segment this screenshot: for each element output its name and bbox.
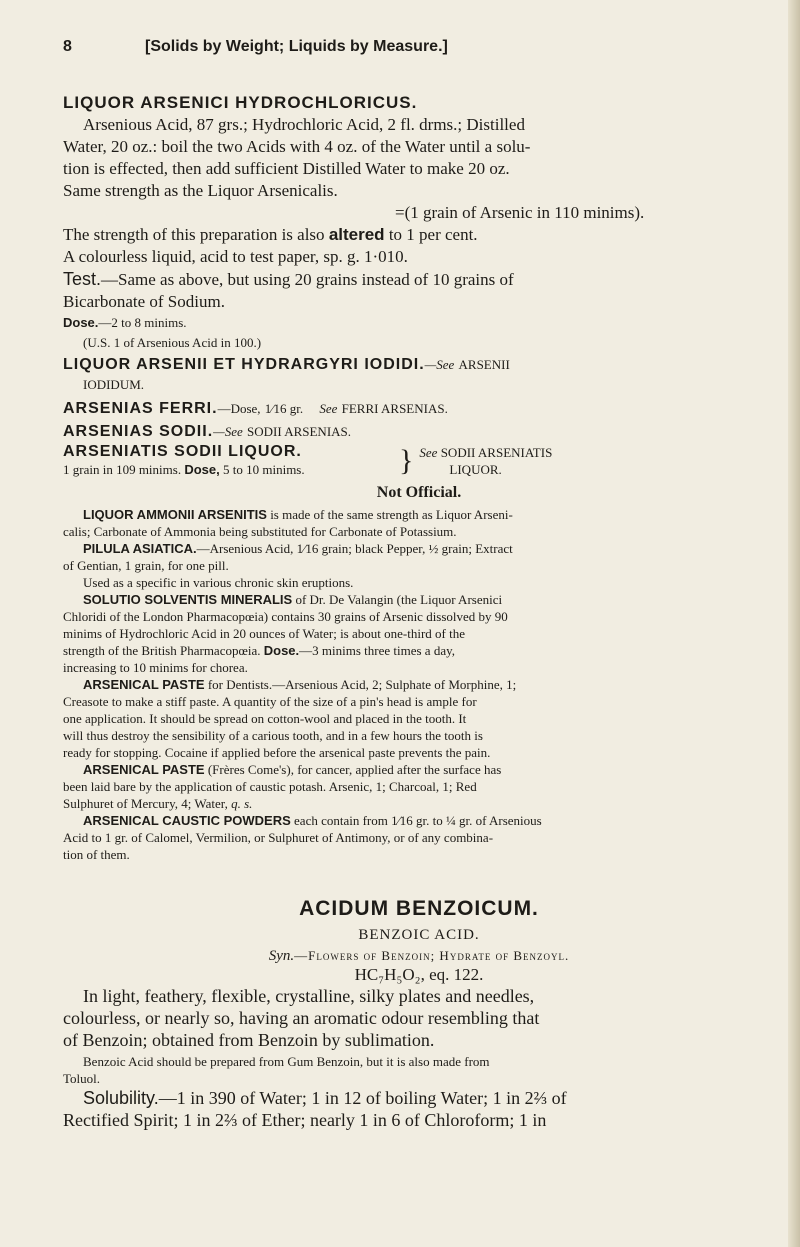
text-line: tion is effected, then add sufficient Distilled Water to make 20 oz. (63, 159, 510, 178)
text-span: The strength of this preparation is also (63, 225, 325, 244)
text-line: Water, 20 oz.: boil the two Acids with 4 oz. of the Water until a solu- (63, 137, 531, 156)
running-header (63, 38, 775, 56)
text-span: —Same as above, but using 20 grains instead of 10 grains of (101, 270, 514, 289)
us-note: (U.S. 1 of Arsenious Acid in 100.) (83, 335, 262, 350)
text-line (63, 224, 775, 246)
entry-liquor-arsenii-hydrargyri (63, 353, 775, 393)
entry-line (63, 420, 775, 443)
entry-solutio (63, 591, 775, 676)
left-col (63, 443, 393, 478)
entry-title: ACIDUM BENZOICUM. (299, 897, 539, 920)
dose-line (63, 313, 775, 333)
see-ref: —See (424, 357, 455, 372)
ref-target-continued: LIQUOR. (449, 461, 502, 477)
test-line (63, 268, 775, 291)
text-line: Same strength as the Liquor Arsenicalis. (63, 181, 338, 200)
text-line: of Benzoin; obtained from Benzoin by sublimation. (63, 1030, 435, 1050)
ref-target: SODII ARSENIATIS (440, 444, 553, 460)
entry-acidum-benzoicum (63, 897, 775, 1131)
entry-arsenical-paste-cancer (63, 761, 775, 812)
entry-title: LIQUOR ARSENII ET HYDRARGYRI IODIDI. (63, 356, 425, 373)
content (63, 38, 775, 1131)
text-line: Benzoic Acid should be prepared from Gum Benzoin, but it is also made from (83, 1054, 490, 1069)
text-span: —2 to 8 minims. (98, 315, 187, 330)
text-line (63, 642, 775, 659)
text-span: strength of the British Pharmacopœia. (63, 643, 261, 658)
text-line: been laid bare by the application of caustic potash. Arsenic, 1; Charcoal, 1; Red (63, 779, 477, 794)
entry-arsenias-sodii (63, 420, 775, 443)
text-line: =(1 grain of Arsenic in 110 minims). (395, 203, 645, 222)
entry-title: ARSENICAL CAUSTIC POWDERS (83, 813, 291, 828)
text-line (63, 506, 775, 523)
entry-title: ARSENIAS FERRI. (63, 400, 218, 417)
entry-title: ARSENIATIS SODII LIQUOR. (63, 443, 302, 460)
text-span: —1 in 390 of Water; 1 in 12 of boiling Water; 1 in 2⅔ of (158, 1088, 567, 1108)
entry-title: ARSENIAS SODII. (63, 423, 214, 440)
ref-target: ARSENII (458, 357, 510, 372)
text-line (63, 676, 775, 693)
text-line: increasing to 10 minims for chorea. (63, 660, 248, 675)
entry-subtitle: BENZOIC ACID. (358, 927, 480, 943)
text-span: each contain from 1⁄16 gr. to ¼ gr. of Arsenious (294, 813, 542, 828)
entry-title: LIQUOR AMMONII ARSENITIS (83, 507, 267, 522)
text-line: Used as a specific in various chronic skin eruptions. (83, 575, 354, 590)
page-number: 8 (63, 38, 72, 55)
text-span: (Frères Come's), for cancer, applied after the surface has (207, 762, 502, 777)
see-ref: See (319, 401, 338, 416)
text-line: calis; Carbonate of Ammonia being substituted for Carbonate of Potassium. (63, 524, 457, 539)
note (63, 1053, 775, 1087)
formula: HC₇H₅O₂, eq. 122. (354, 965, 484, 984)
text-line (63, 1087, 775, 1109)
text-line: Toluol. (63, 1071, 101, 1086)
entry-arseniatis-sodii (63, 443, 775, 478)
text-line (63, 795, 775, 812)
text-span: 1 grain in 109 minims. (63, 462, 182, 477)
entry-title: ARSENICAL PASTE (83, 762, 205, 777)
see-ref: —See (213, 424, 243, 439)
entry-liquor-arsenici-hydrochloricus (63, 92, 775, 353)
description (63, 985, 775, 1051)
entry-line (63, 353, 775, 376)
text-span: to 1 per cent. (388, 225, 478, 244)
text-line: one application. It should be spread on cotton-wool and placed in the tooth. It (63, 711, 467, 726)
text-line: Chloridi of the London Pharmacopœia) contains 30 grains of Arsenic dissolved by 90 (63, 609, 508, 624)
synonyms (63, 947, 775, 965)
text-line (63, 812, 775, 829)
page-edge-shadow (788, 0, 800, 1247)
entry-pilula-asiatica (63, 540, 775, 591)
text-span: —Flowers of Benzoin; Hydrate of Benzoyl. (294, 948, 570, 963)
text-span: of Dr. De Valangin (the Liquor Arsenici (295, 592, 503, 607)
note-line (63, 461, 393, 478)
ref-target: SODII ARSENIAS. (247, 424, 352, 439)
text-span: for Dentists.—Arsenious Acid, 2; Sulphate of Morphine, 1; (207, 677, 517, 692)
see-ref: See (419, 444, 438, 460)
dose-label: Dose. (263, 643, 300, 658)
entry-title: SOLUTIO SOLVENTIS MINERALIS (83, 592, 293, 607)
text-line: Rectified Spirit; 1 in 2⅔ of Ether; nearly 1 in 6 of Chloroform; 1 in (63, 1110, 547, 1130)
text-span: —3 minims three times a day, (299, 643, 456, 658)
entry-arsenias-ferri (63, 397, 775, 420)
dose-label: Dose, (184, 462, 220, 477)
entry-line (63, 397, 775, 420)
ref-target-continued: IODIDUM. (83, 377, 145, 392)
text-line: ready for stopping. Cocaine if applied before the arsenical paste prevents the pain. (63, 745, 491, 760)
entry-caustic-powders (63, 812, 775, 863)
text-line: Acid to 1 gr. of Calomel, Vermilion, or Sulphuret of Antimony, or of any combina- (63, 830, 494, 845)
text-line: Bicarbonate of Sodium. (63, 292, 225, 311)
text-line: will thus destroy the sensibility of a carious tooth, and in a few hours the tooth is (63, 728, 483, 743)
text-line: Creasote to make a stiff paste. A quantity of the size of a pin's head is ample for (63, 694, 477, 709)
ref-target: FERRI ARSENIAS. (341, 401, 448, 416)
text-line: Arsenious Acid, 87 grs.; Hydrochloric Acid, 2 fl. drms.; Distilled (83, 115, 525, 134)
text-line: A colourless liquid, acid to test paper, sp. g. 1·010. (63, 247, 408, 266)
text-span: is made of the same strength as Liquor Arseni- (270, 507, 513, 522)
section-heading-not-official: Not Official. (376, 484, 462, 501)
entry-title: PILULA ASIATICA. (83, 541, 197, 556)
solubility-label: Solubility. (83, 1088, 159, 1108)
emphasis-altered: altered (328, 225, 385, 244)
header-title: [Solids by Weight; Liquids by Measure.] (145, 38, 448, 55)
entry-title: LIQUOR ARSENICI HYDROCHLORICUS. (63, 93, 418, 112)
test-label: Test. (63, 269, 102, 289)
text-line (63, 591, 775, 608)
dose-label: Dose. (63, 315, 99, 330)
entry-title: ARSENICAL PASTE (83, 677, 205, 692)
entry-liquor-ammonii (63, 506, 775, 540)
syn-label: Syn. (268, 948, 295, 964)
right-col (419, 444, 552, 478)
entry-arsenical-paste-dentists (63, 676, 775, 761)
text-span: Sulphuret of Mercury, 4; Water, (63, 796, 228, 811)
dose-label: —Dose, (217, 401, 261, 416)
brace: } (399, 443, 414, 477)
text-line (63, 540, 775, 557)
qs-abbrev: q. s. (231, 796, 253, 811)
text-line: minims of Hydrochloric Acid in 20 ounces of Water; is about one-third of the (63, 626, 465, 641)
text-line: colourless, or nearly so, having an aromatic odour resembling that (63, 1008, 540, 1028)
text-span: 5 to 10 minims. (223, 462, 305, 477)
solubility (63, 1087, 775, 1131)
text-line: of Gentian, 1 grain, for one pill. (63, 558, 229, 573)
text-line (63, 761, 775, 778)
text-line: In light, feathery, flexible, crystalline, silky plates and needles, (83, 986, 535, 1006)
text-span: —Arsenious Acid, 1⁄16 grain; black Pepper, ½ grain; Extract (196, 541, 513, 556)
text-line: tion of them. (63, 847, 130, 862)
dose-amount: 1⁄16 gr. (264, 401, 304, 416)
